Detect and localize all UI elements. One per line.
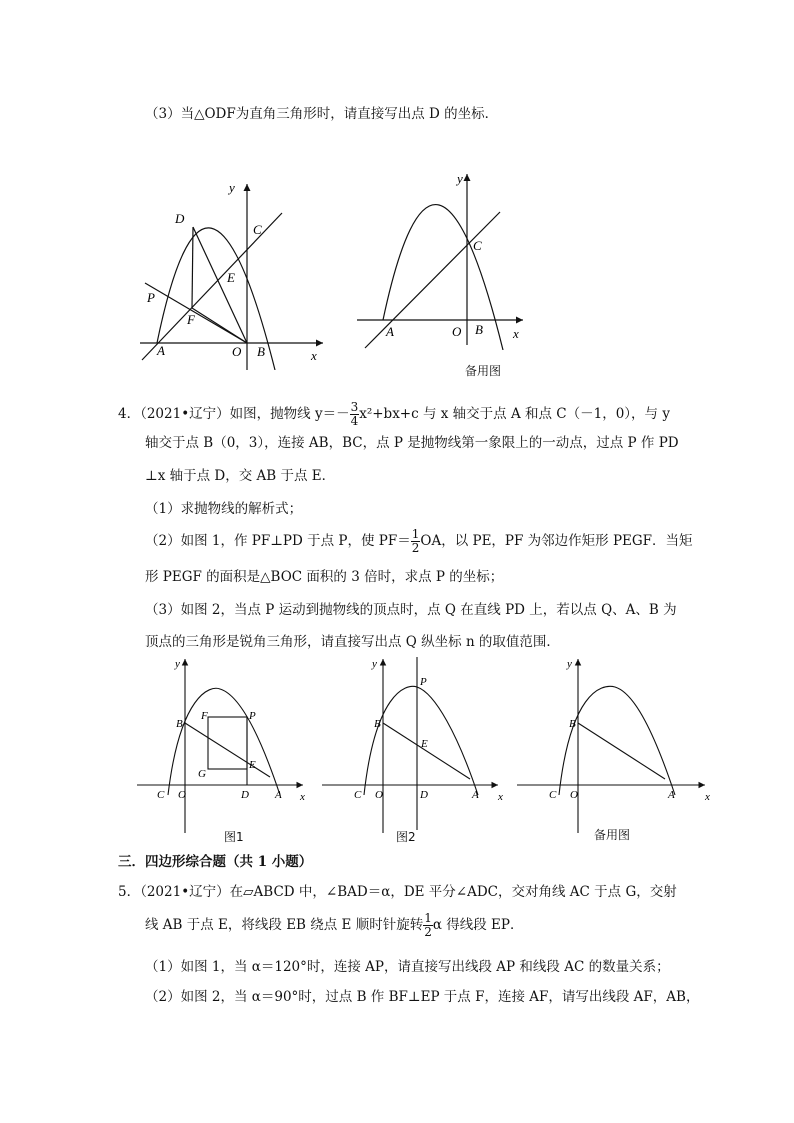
q4-part3-line1: （3）如图 2，当点 P 运动到抛物线的顶点时，点 Q 在直线 PD 上，若以点 Q、A、B 为: [145, 602, 677, 618]
label-C: C: [253, 222, 262, 237]
q4-line1: 4．（2021•辽宁）如图，抛物线 y＝－ $\frac{3}{4}$ x²+bx+c 与 x 轴交于点 A 和点 C（－1，0），与 y: [118, 400, 670, 428]
q3-text: （3）当△ODF为直角三角形时，请直接写出点 D 的坐标．: [145, 106, 499, 122]
label-O: O: [375, 789, 383, 801]
label-F: F: [187, 312, 195, 327]
label-y: y: [567, 658, 572, 670]
label-y: y: [229, 180, 235, 195]
fraction-3-4: $\frac{3}{4}$: [350, 400, 359, 428]
caption-backup-top: 备用图: [465, 364, 502, 378]
label-P: P: [420, 676, 427, 688]
label-x: x: [705, 791, 710, 803]
figure-top-left: [135, 170, 335, 370]
label-E: E: [249, 759, 256, 771]
label-B: B: [374, 718, 381, 730]
label-E: E: [421, 738, 428, 750]
label-B: B: [257, 344, 265, 359]
label-P: P: [147, 290, 155, 305]
q4-part2-line1: （2）如图 1，作 PF⊥PD 于点 P，使 PF＝ $\frac{1}{2}$ OA，以 PE，PF 为邻边作矩形 PEGF．当矩: [145, 527, 693, 555]
q4-line3: ⊥x 轴于点 D，交 AB 于点 E．: [145, 468, 336, 484]
caption-backup-q4: 备用图: [594, 828, 631, 842]
label-B: B: [569, 718, 576, 730]
fraction-1-2: $\frac{1}{2}$: [411, 527, 420, 555]
q4-part3-line2: 顶点的三角形是锐角三角形，请直接写出点 Q 纵坐标 n 的取值范围．: [145, 634, 560, 650]
label-F: F: [201, 710, 208, 722]
label-y: y: [372, 658, 377, 670]
q5-part2: （2）如图 2，当 α＝90°时，过点 B 作 BF⊥EP 于点 F，连接 AF，请写出线段 AF，AB，: [145, 989, 700, 1005]
label-O: O: [452, 324, 462, 339]
label-D: D: [420, 789, 428, 801]
caption-fig2: 图2: [396, 830, 416, 844]
q4-part1: （1）求抛物线的解析式；: [145, 501, 303, 517]
label-x: x: [513, 326, 519, 341]
q4-line2: 轴交于点 B（0，3），连接 AB，BC，点 P 是抛物线第一象限上的一动点，过点 P 作 PD: [145, 435, 679, 451]
label-A: A: [668, 789, 675, 801]
q5-part1: （1）如图 1，当 α＝120°时，连接 AP，请直接写出线段 AP 和线段 AC 的数量关系；: [145, 959, 670, 975]
q5-line1: 5．（2021•辽宁）在▱ABCD 中，∠BAD＝α，DE 平分∠ADC，交对角线 AC 于点 G，交射: [118, 884, 677, 900]
label-x: x: [300, 791, 305, 803]
label-A: A: [275, 789, 282, 801]
label-C: C: [354, 789, 362, 801]
label-G: G: [198, 768, 206, 780]
label-C: C: [157, 789, 165, 801]
fraction-1-2-q5: $\frac{1}{2}$: [424, 911, 432, 939]
label-A: A: [157, 343, 165, 358]
section-heading: 三．四边形综合题（共 1 小题）: [118, 854, 313, 870]
label-y: y: [457, 171, 463, 186]
figure-top-right: [355, 170, 535, 350]
q4-part2-line2: 形 PEGF 的面积是△BOC 面积的 3 倍时，求点 P 的坐标；: [145, 569, 504, 585]
figure-q4-backup: [515, 655, 715, 845]
label-A: A: [472, 789, 479, 801]
label-O: O: [570, 789, 578, 801]
label-B: B: [475, 322, 483, 337]
label-C: C: [473, 238, 482, 253]
label-O: O: [178, 789, 186, 801]
figure-q4-1: [135, 655, 315, 845]
label-B: B: [176, 718, 183, 730]
label-A: A: [386, 324, 394, 339]
label-P: P: [249, 710, 256, 722]
label-D: D: [241, 789, 249, 801]
figure-q4-2: [320, 655, 510, 845]
label-y: y: [175, 658, 180, 670]
label-D: D: [175, 211, 185, 226]
label-C: C: [549, 789, 557, 801]
label-x: x: [311, 348, 317, 363]
q5-line2: 线 AB 于点 E，将线段 EB 绕点 E 顺时针旋转 $\frac{1}{2}$ α 得线段 EP．: [145, 911, 524, 939]
label-x: x: [498, 791, 503, 803]
caption-fig1: 图1: [224, 830, 244, 844]
label-O: O: [232, 344, 242, 359]
label-E: E: [227, 270, 235, 285]
